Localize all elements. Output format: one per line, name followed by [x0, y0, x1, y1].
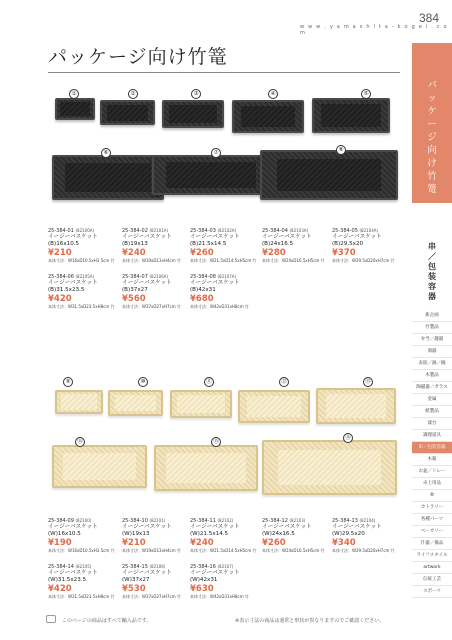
product-price: ¥630 — [190, 584, 214, 594]
product-entry — [190, 274, 264, 309]
side-nav-item[interactable]: ベーカリー — [412, 526, 452, 538]
product-price: ¥240 — [122, 248, 146, 258]
product-code: 25-384-13 (82104) — [332, 518, 376, 524]
side-nav-item[interactable]: 漆台 — [412, 418, 452, 430]
product-name: イージーバスケット — [48, 234, 98, 240]
product-size: (B)29.5x20 — [332, 241, 364, 247]
item-number-11: ⑪ — [204, 377, 214, 387]
page-title: パッケージ向け竹篭 — [48, 46, 228, 68]
side-nav-item[interactable]: 木製品 — [412, 370, 452, 382]
side-nav-item[interactable]: 竹製品 — [412, 322, 452, 334]
category-label: 串／包装容器 — [428, 242, 436, 301]
product-size: (W)29.5x20 — [332, 531, 365, 537]
product-size: (W)16x10.5 — [48, 531, 81, 537]
side-nav-item[interactable]: 紙製品 — [412, 406, 452, 418]
product-price: ¥530 — [122, 584, 146, 594]
side-nav-item[interactable]: 弁当／趣器 — [412, 334, 452, 346]
product-name: イージーバスケット — [48, 570, 98, 576]
product-name: イージーバスケット — [262, 234, 312, 240]
item-number-10: ⑩ — [138, 377, 148, 387]
product-price: ¥370 — [332, 248, 356, 258]
product-price: ¥260 — [262, 538, 286, 548]
product-size: (W)42x31 — [190, 577, 218, 583]
product-price: ¥280 — [262, 248, 286, 258]
item-number-12: ⑫ — [279, 377, 289, 387]
product-size: (W)19x13 — [122, 531, 150, 537]
title-divider — [48, 72, 400, 73]
item-number-04: ④ — [268, 89, 278, 99]
basket-image-15 — [154, 445, 258, 491]
product-size: (B)31.5x23.5 — [48, 287, 85, 293]
product-dimensions: 本体寸法：W42xD31xH8cm 竹 — [190, 304, 249, 309]
basket-image-04 — [232, 100, 304, 133]
product-dimensions: 本体寸法：W29.5xD20xH7cm 竹 — [332, 258, 395, 263]
product-code: 25-384-11 (82102) — [190, 518, 234, 524]
product-entry — [122, 274, 196, 309]
product-name: イージーバスケット — [122, 570, 172, 576]
side-nav-item[interactable]: 串／包装容器 — [412, 442, 452, 454]
product-size: (B)24x16.5 — [262, 241, 294, 247]
product-price: ¥260 — [190, 248, 214, 258]
item-number-02: ② — [128, 89, 138, 99]
product-dimensions: 本体寸法：W16xD10.5xH3.5cm 竹 — [48, 258, 115, 263]
product-size: (W)21.5x14.5 — [190, 531, 229, 537]
product-name: イージーバスケット — [190, 234, 240, 240]
product-name: イージーバスケット — [122, 280, 172, 286]
product-code: 25-384-08 (82107A) — [190, 274, 237, 280]
product-dimensions: 本体寸法：W19xD13xH4cm 竹 — [122, 548, 181, 553]
product-code: 25-384-15 (82106) — [122, 564, 166, 570]
item-number-01: ① — [69, 89, 79, 99]
product-entry — [332, 228, 406, 263]
product-dimensions: 本体寸法：W42xD31xH8cm 竹 — [190, 594, 249, 599]
basket-image-14 — [52, 445, 147, 488]
product-price: ¥340 — [332, 538, 356, 548]
product-dimensions: 本体寸法：W37xD27xH7cm 竹 — [122, 304, 181, 309]
side-nav-item[interactable]: 酒器 — [412, 346, 452, 358]
side-nav-item[interactable]: 卓上用品 — [412, 478, 452, 490]
footer-note-import: このページの商品はすべて輸入品です。 — [62, 618, 152, 624]
item-number-03: ③ — [191, 89, 201, 99]
item-number-08: ⑧ — [336, 145, 346, 155]
product-code: 25-384-02 (82101A) — [122, 228, 169, 234]
side-nav-item[interactable]: スポーツ — [412, 586, 452, 598]
product-name: イージーバスケット — [332, 234, 382, 240]
import-icon — [46, 615, 56, 623]
product-price: ¥190 — [48, 538, 72, 548]
side-nav-item[interactable]: お盆／トレー — [412, 466, 452, 478]
product-code: 25-384-10 (82101) — [122, 518, 166, 524]
product-size: (B)42x31 — [190, 287, 216, 293]
product-price: ¥680 — [190, 294, 214, 304]
product-name: イージーバスケット — [48, 524, 98, 530]
product-name: イージーバスケット — [332, 524, 382, 530]
product-entry — [122, 228, 196, 263]
side-nav-item[interactable]: 什器／備品 — [412, 538, 452, 550]
product-dimensions: 本体寸法：W37xD27xH7cm 竹 — [122, 594, 181, 599]
product-price: ¥420 — [48, 294, 72, 304]
product-size: (W)31.5x23.5 — [48, 577, 87, 583]
product-code: 25-384-04 (82103A) — [262, 228, 309, 234]
side-nav-item[interactable]: 各種パーツ — [412, 514, 452, 526]
basket-image-11 — [170, 390, 232, 418]
basket-image-02 — [100, 100, 155, 125]
product-code: 25-384-06 (82105A) — [48, 274, 95, 280]
product-code: 25-384-05 (82104A) — [332, 228, 379, 234]
product-entry — [190, 564, 264, 599]
product-dimensions: 本体寸法：W24xD16.5xH5cm 竹 — [262, 258, 325, 263]
product-price: ¥240 — [190, 538, 214, 548]
side-nav-item[interactable]: 新企画 — [412, 310, 452, 322]
side-nav-item[interactable]: 伝統工芸 — [412, 574, 452, 586]
product-size: (B)37x27 — [122, 287, 148, 293]
item-number-05: ⑤ — [361, 89, 371, 99]
product-dimensions: 本体寸法：W19xD13xH4cm 竹 — [122, 258, 181, 263]
product-code: 25-384-07 (82106A) — [122, 274, 169, 280]
side-nav-item[interactable]: artwork — [412, 562, 452, 574]
product-size: (B)21.5x14.5 — [190, 241, 227, 247]
product-price: ¥560 — [122, 294, 146, 304]
item-number-06: ⑥ — [101, 148, 111, 158]
section-banner — [412, 43, 452, 203]
product-code: 25-384-16 (82107) — [190, 564, 234, 570]
basket-image-01 — [55, 98, 95, 120]
product-price: ¥210 — [48, 248, 72, 258]
product-name: イージーバスケット — [122, 524, 172, 530]
side-nav-item[interactable]: 調理道具 — [412, 430, 452, 442]
basket-image-07 — [152, 155, 270, 195]
side-nav-item[interactable]: カトラリー — [412, 502, 452, 514]
page-number: 384 — [419, 11, 440, 25]
section-banner-label: パッケージ向け竹篭 — [427, 80, 437, 195]
side-nav-item[interactable]: 表皿／鉢／碗 — [412, 358, 452, 370]
product-name: イージーバスケット — [190, 524, 240, 530]
product-entry — [262, 228, 336, 263]
footer-note-dimensions: ※表示寸法の商品は通常と形状が異なりますのでご確認ください。 — [235, 618, 385, 624]
product-dimensions: 本体寸法：W31.5xD23.5xH8cm 竹 — [48, 594, 115, 599]
product-entry — [48, 564, 122, 599]
side-nav-item[interactable]: 傘 — [412, 490, 452, 502]
item-number-13: ⑬ — [363, 377, 373, 387]
product-entry — [48, 274, 122, 309]
product-dimensions: 本体寸法：W21.5xD14.5xH5cm 竹 — [190, 548, 257, 553]
item-number-09: ⑨ — [63, 377, 73, 387]
product-name: イージーバスケット — [190, 280, 240, 286]
basket-image-05 — [312, 98, 390, 133]
product-price: ¥210 — [122, 538, 146, 548]
side-nav-item[interactable]: 陶磁器／ガラス — [412, 382, 452, 394]
side-nav-item[interactable]: 木箱 — [412, 454, 452, 466]
basket-image-16 — [262, 440, 397, 495]
product-entry — [190, 228, 264, 263]
side-nav-item[interactable]: ライフスタイル — [412, 550, 452, 562]
product-name: イージーバスケット — [190, 570, 240, 576]
product-entry — [262, 518, 336, 553]
product-code: 25-384-03 (82102A) — [190, 228, 237, 234]
basket-image-08 — [260, 150, 398, 200]
product-code: 25-384-09 (82100) — [48, 518, 92, 524]
product-code: 25-384-01 (82100A) — [48, 228, 95, 234]
product-entry — [332, 518, 406, 553]
product-name: イージーバスケット — [122, 234, 172, 240]
product-dimensions: 本体寸法：W29.5xD20xH7cm 竹 — [332, 548, 395, 553]
basket-image-13 — [316, 388, 396, 424]
item-number-14: ⑭ — [75, 437, 85, 447]
product-entry — [122, 518, 196, 553]
item-number-07: ⑦ — [211, 148, 221, 158]
product-code: 25-384-12 (82103) — [262, 518, 306, 524]
product-dimensions: 本体寸法：W31.5xD23.5xH8cm 竹 — [48, 304, 115, 309]
site-url: w w w . y a m a s h i t a - k o g e i . c o m — [300, 24, 448, 36]
product-name: イージーバスケット — [48, 280, 98, 286]
basket-image-10 — [108, 390, 163, 416]
product-entry — [122, 564, 196, 599]
product-dimensions: 本体寸法：W21.5xD14.5xH5cm 竹 — [190, 258, 257, 263]
product-entry — [48, 228, 122, 263]
basket-image-06 — [52, 155, 164, 200]
product-dimensions: 本体寸法：W24xD16.5xH5cm 竹 — [262, 548, 325, 553]
basket-image-12 — [238, 390, 310, 423]
side-nav-item[interactable]: 金属 — [412, 394, 452, 406]
side-index-nav — [412, 310, 452, 598]
product-code: 25-384-14 (82105) — [48, 564, 92, 570]
product-size: (B)19x13 — [122, 241, 148, 247]
product-dimensions: 本体寸法：W16xD10.5xH3.5cm 竹 — [48, 548, 115, 553]
product-price: ¥420 — [48, 584, 72, 594]
product-size: (B)16x10.5 — [48, 241, 80, 247]
item-number-15: ⑮ — [211, 437, 221, 447]
product-name: イージーバスケット — [262, 524, 312, 530]
product-size: (W)37x27 — [122, 577, 150, 583]
product-entry — [48, 518, 122, 553]
product-entry — [190, 518, 264, 553]
basket-image-09 — [55, 390, 103, 414]
product-size: (W)24x16.5 — [262, 531, 295, 537]
item-number-16: ⑯ — [343, 433, 353, 443]
basket-image-03 — [162, 100, 224, 128]
